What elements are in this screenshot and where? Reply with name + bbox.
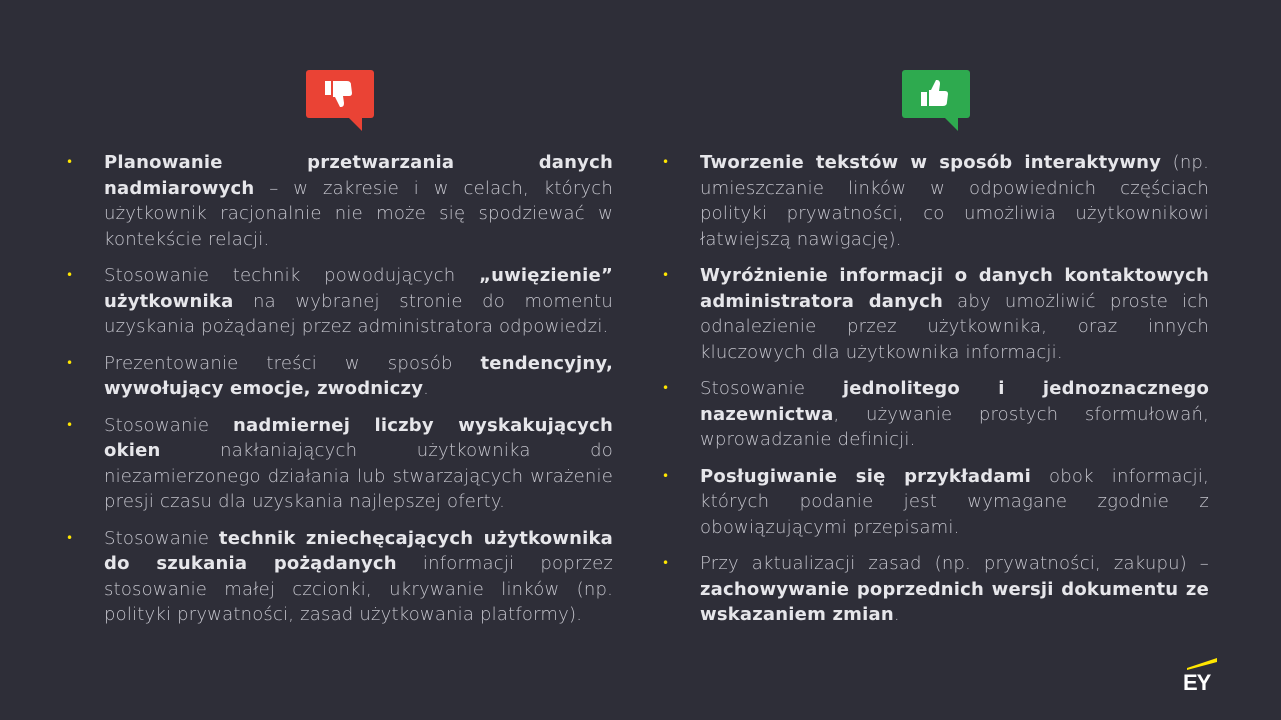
ey-logo: [1183, 656, 1219, 696]
emphasis-text: „uwięzienie” użytkownika: [104, 265, 613, 312]
bullet-icon: •: [66, 268, 74, 282]
ey-logo-accent: [1185, 658, 1219, 670]
bullet-icon: •: [66, 355, 74, 370]
body-text: aby umożliwić proste ich odnalezienie przez użytkownika, oraz innych kluczowych dla użytkownika informacji.: [700, 290, 1210, 363]
bullet-icon: •: [66, 530, 74, 545]
body-text: (np. umieszczanie linków w odpowiednich częściach polityki prywatności, co umożliwia użytkownikowi łatwiejszą nawigację).: [700, 152, 1209, 250]
list-item-text: [700, 263, 1209, 365]
list-item: [659, 150, 1209, 252]
list-item-text: [104, 263, 613, 340]
emphasis-text: tendencyjny, wywołujący emocje, zwodniczy: [104, 352, 613, 399]
list-item: [63, 351, 613, 402]
list-item: [659, 376, 1209, 453]
list-item: [63, 263, 613, 340]
list-item: [659, 263, 1209, 365]
list-item-text: [104, 150, 613, 252]
body-text: Przy aktualizacji zasad (np. prywatności, zakupu) –: [700, 553, 1209, 574]
body-text: obok informacji, których podanie jest wymagane zgodnie z obowiązującymi przepisami.: [700, 465, 1209, 538]
body-text: – w zakresie i w celach, których użytkownik racjonalnie nie może się spodziewać w kontekście relacji.: [104, 177, 613, 250]
thumbs-up-badge: [902, 70, 970, 118]
negative-practices-list: [63, 150, 613, 639]
list-item-text: [700, 464, 1209, 541]
emphasis-text: Wyróżnienie informacji o danych kontaktowych administratora danych: [700, 265, 1209, 312]
thumbs-up-icon: [919, 79, 953, 109]
body-text: .: [893, 604, 900, 625]
list-item: [659, 551, 1209, 628]
body-text: nakłaniających użytkownika do niezamierzonego działania lub stwarzających wrażenie presji czasu dla uzyskania najlepszej oferty.: [104, 440, 613, 512]
positive-practices-list: [659, 150, 1209, 639]
list-item: [63, 150, 613, 252]
list-item-text: [104, 351, 613, 402]
emphasis-text: jednolitego i jednoznacznego nazewnictwa: [700, 378, 1210, 425]
bullet-icon: •: [662, 468, 670, 483]
body-text: Stosowanie technik powodujących: [104, 265, 480, 286]
body-text: Stosowanie: [104, 527, 219, 549]
bullet-icon: •: [662, 155, 670, 169]
body-text: Prezentowanie treści w sposób: [104, 352, 481, 374]
bullet-icon: •: [662, 268, 670, 282]
bullet-icon: •: [662, 381, 670, 395]
list-item: [659, 464, 1209, 541]
body-text: Stosowanie: [700, 378, 843, 399]
body-text: Stosowanie: [104, 414, 234, 436]
body-text: .: [423, 378, 430, 399]
list-item-text: [104, 413, 613, 515]
list-item-text: [104, 526, 613, 628]
emphasis-text: Tworzenie tekstów w sposób interaktywny: [700, 152, 1162, 173]
list-item-text: [700, 551, 1209, 628]
thumbs-down-badge: [306, 70, 374, 118]
bullet-icon: •: [66, 155, 74, 169]
body-text: , używanie prostych sformułowań, wprowadzanie definicji.: [700, 403, 1209, 450]
emphasis-text: Planowanie przetwarzania danych nadmiarowych: [104, 152, 613, 199]
list-item: [63, 413, 613, 515]
emphasis-text: Posługiwanie się przykładami: [700, 465, 1031, 487]
emphasis-text: nadmiernej liczby wyskakujących okien: [104, 414, 614, 461]
thumbs-down-icon: [323, 79, 357, 109]
list-item-text: [700, 376, 1209, 453]
body-text: informacji poprzez stosowanie małej czcionki, ukrywanie linków (np. polityki prywatności, zasad użytkowania platformy).: [104, 553, 613, 625]
ey-logo-text: EY: [1183, 670, 1211, 695]
list-item: [63, 526, 613, 628]
body-text: na wybranej stronie do momentu uzyskania pożądanej przez administratora odpowiedzi.: [104, 290, 613, 337]
bullet-icon: •: [66, 417, 74, 432]
emphasis-text: zachowywanie poprzednich wersji dokumentu ze wskazaniem zmian: [700, 578, 1209, 625]
list-item-text: [700, 150, 1209, 252]
bullet-icon: •: [662, 556, 670, 570]
emphasis-text: technik zniechęcających użytkownika do szukania pożądanych: [104, 527, 613, 574]
